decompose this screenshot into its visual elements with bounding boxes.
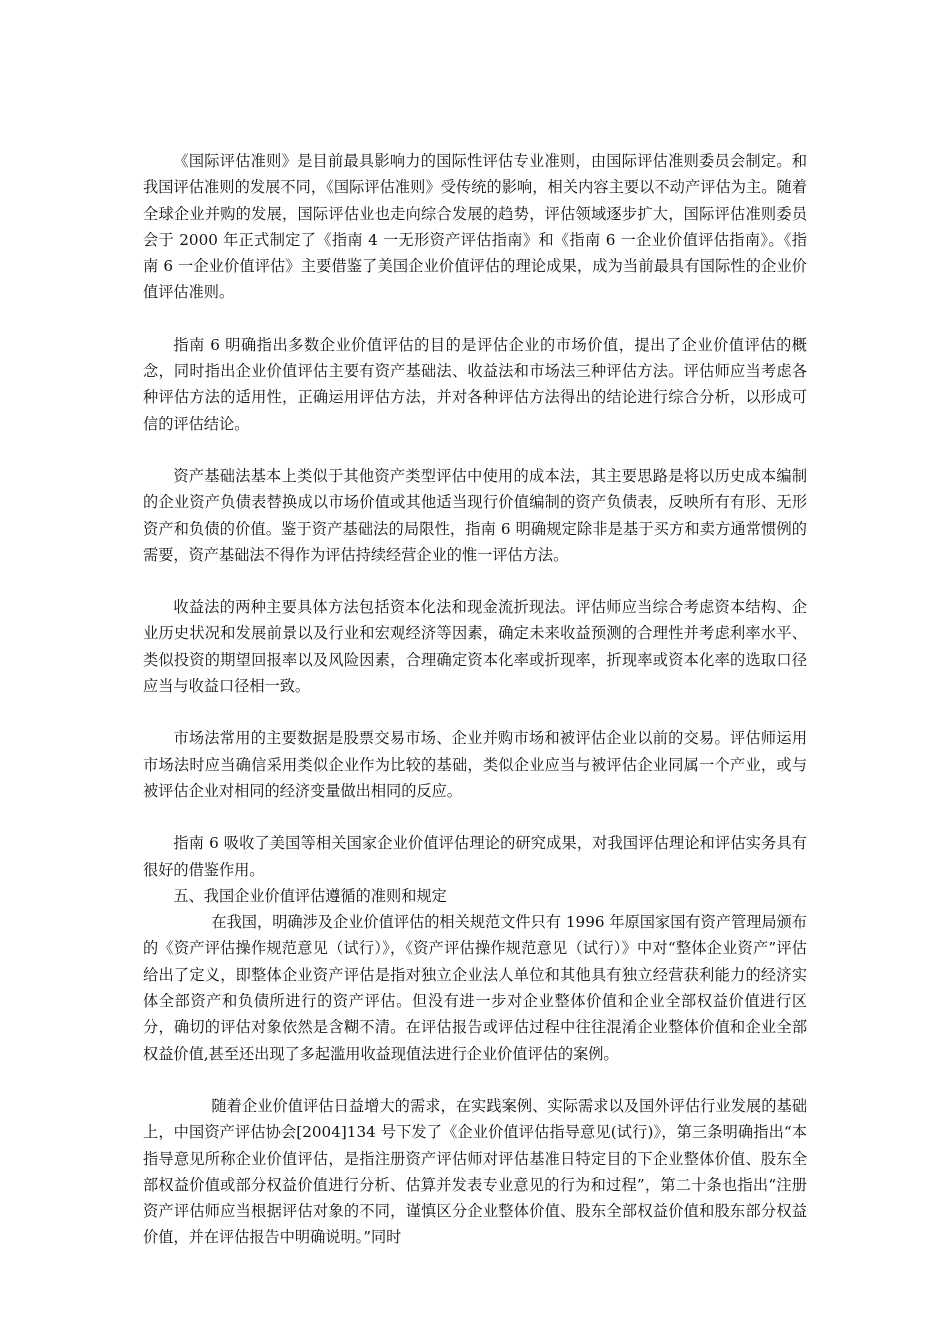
- paragraph-china-regulations: 在我国，明确涉及企业价值评估的相关规范文件只有 1996 年原国家国有资产管理局颁布的《资产评估操作规范意见（试行）》，《资产评估操作规范意见（试行）》中对“整体企业资产”评估给出了定义，即整体企业资产评估是指对独立企业法人单位和其他具有独立经营获利能力的经济实体全部资产和负债所进行的资产评估。但没有进一步对企业整体价值和企业全部权益价值进行区分，确切的评估对象依然是含糊不清。在评估报告或评估过程中往往混淆企业整体价值和企业全部权益价值,甚至还出现了多起滥用收益现值法进行企业价值评估的案例。: [143, 913, 807, 1063]
- paragraph-market-approach: 市场法常用的主要数据是股票交易市场、企业并购市场和被评估企业以前的交易。评估师运用市场法时应当确信采用类似企业作为比较的基础，类似企业应当与被评估企业同属一个产业，或与被评估企业对相同的经济变量做出相同的反应。: [143, 729, 807, 800]
- paragraph-guidance6-overview: 指南 6 明确指出多数企业价值评估的目的是评估企业的市场价值，提出了企业价值评估的概念，同时指出企业价值评估主要有资产基础法、收益法和市场法三种评估方法。评估师应当考虑各种评估方法的适用性，正确运用评估方法，并对各种评估方法得出的结论进行综合分析，以形成可信的评估结论。: [143, 335, 807, 433]
- paragraph-gap: [143, 1067, 807, 1093]
- paragraph-income-approach: 收益法的两种主要具体方法包括资本化法和现金流折现法。评估师应当综合考虑资本结构、企业历史状况和发展前景以及行业和宏观经济等因素，确定未来收益预测的合理性并考虑利率水平、类似投资的期望回报率以及风险因素，合理确定资本化率或折现率，折现率或资本化率的选取口径应当与收益口径相一致。: [143, 598, 807, 696]
- paragraph-ivs-intro: 《国际评估准则》是目前最具影响力的国际性评估专业准则，由国际评估准则委员会制定。和我国评估准则的发展不同，《国际评估准则》受传统的影响，相关内容主要以不动产评估为主。随着全球企业并购的发展，国际评估业也走向综合发展的趋势，评估领域逐步扩大，国际评估准则委员会于 2000 年正式制定了《指南 4 一无形资产评估指南》和《指南 6 一企业价值评估指南》。《指南 6 一企业价值评估》主要借鉴了美国企业价值评估的理论成果，成为当前最具有国际性的企业价值评估准则。: [143, 152, 807, 302]
- paragraph-gap: [143, 699, 807, 725]
- paragraph-gap: [143, 804, 807, 830]
- paragraph-asset-based-approach: 资产基础法基本上类似于其他资产类型评估中使用的成本法，其主要思路是将以历史成本编制的企业资产负债表替换成以市场价值或其他适当现行价值编制的资产负债表，反映所有有形、无形资产和负债的价值。鉴于资产基础法的局限性，指南 6 明确规定除非是基于买方和卖方通常惯例的需要，资产基础法不得作为评估持续经营企业的惟一评估方法。: [143, 466, 807, 564]
- paragraph-valuation-guidance: 随着企业价值评估日益增大的需求，在实践案例、实际需求以及国外评估行业发展的基础上，中国资产评估协会[2004]134 号下发了《企业价值评估指导意见(试行)》，第三条明确指出“本指导意见所称企业价值评估，是指注册资产评估师对评估基准日特定目的下企业整体价值、股东全部权益价值或部分权益价值进行分析、估算并发表专业意见的行为和过程”，第二十条也指出“注册资产评估师应当根据评估对象的不同，谨慎区分企业整体价值、股东全部权益价值和股东部分权益价值，并在评估报告中明确说明。”同时: [143, 1096, 807, 1247]
- section-heading: 五、我国企业价值评估遵循的准则和规定: [173, 886, 447, 905]
- paragraph-gap: [143, 306, 807, 332]
- paragraph-guidance6-summary: 指南 6 吸收了美国等相关国家企业价值评估理论的研究成果，对我国评估理论和评估实务具有很好的借鉴作用。: [143, 834, 807, 879]
- document-body: [143, 148, 807, 1251]
- paragraph-gap: [143, 437, 807, 463]
- paragraph-gap: [143, 568, 807, 594]
